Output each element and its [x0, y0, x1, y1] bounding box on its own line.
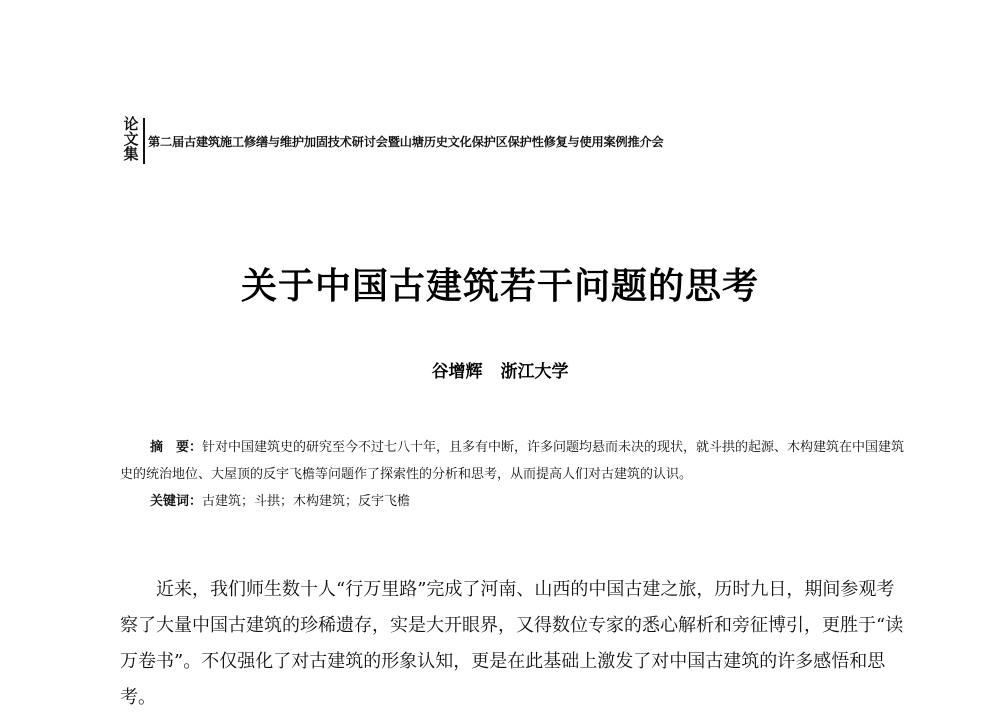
- keywords-line: [120, 488, 910, 515]
- author-affiliation: 浙江大学: [500, 362, 569, 382]
- paper-title: 关于中国古建筑若干问题的思考: [240, 266, 759, 307]
- header-divider: [143, 118, 145, 164]
- abstract-text: 针对中国建筑史的研究至今不过七八十年，且多有中断，许多问题均悬而未决的现状，就斗拱的起源、木构建筑在中国建筑史的统治地位、大屋顶的反宇飞檐等问题作了探索性的分析和思考，从而提高人们对古建筑的认识。: [120, 440, 905, 482]
- series-title: 第二届古建筑施工修缮与维护加固技术研讨会暨山塘历史文化保护区保护性修复与使用案例推介会: [148, 135, 664, 149]
- section-mark-char: 文: [123, 130, 139, 148]
- abstract-section: [120, 434, 910, 515]
- abstract-paragraph: [120, 434, 910, 488]
- section-mark-char: 集: [123, 145, 139, 163]
- keywords-text: 古建筑；斗拱；木构建筑；反宇飞檐: [202, 494, 411, 509]
- body-paragraph: 近来，我们师生数十人“行万里路”完成了河南、山西的中国古建之旅，历时九日，期间参观考察了大量中国古建筑的珍稀遗存，实是大开眼界，又得数位专家的悉心解析和旁征博引，更胜于“读万卷书”。不仅强化了对古建筑的形象认知，更是在此基础上激发了对中国古建筑的许多感悟和思考。: [120, 579, 904, 708]
- section-mark-char: 论: [123, 115, 139, 133]
- byline: [0, 357, 1000, 382]
- section-mark: [120, 117, 142, 162]
- abstract-label: 摘 要：: [150, 440, 203, 455]
- author-name: 谷增辉: [431, 362, 483, 382]
- keywords-label: 关键词：: [150, 494, 203, 509]
- body-text: [120, 572, 910, 716]
